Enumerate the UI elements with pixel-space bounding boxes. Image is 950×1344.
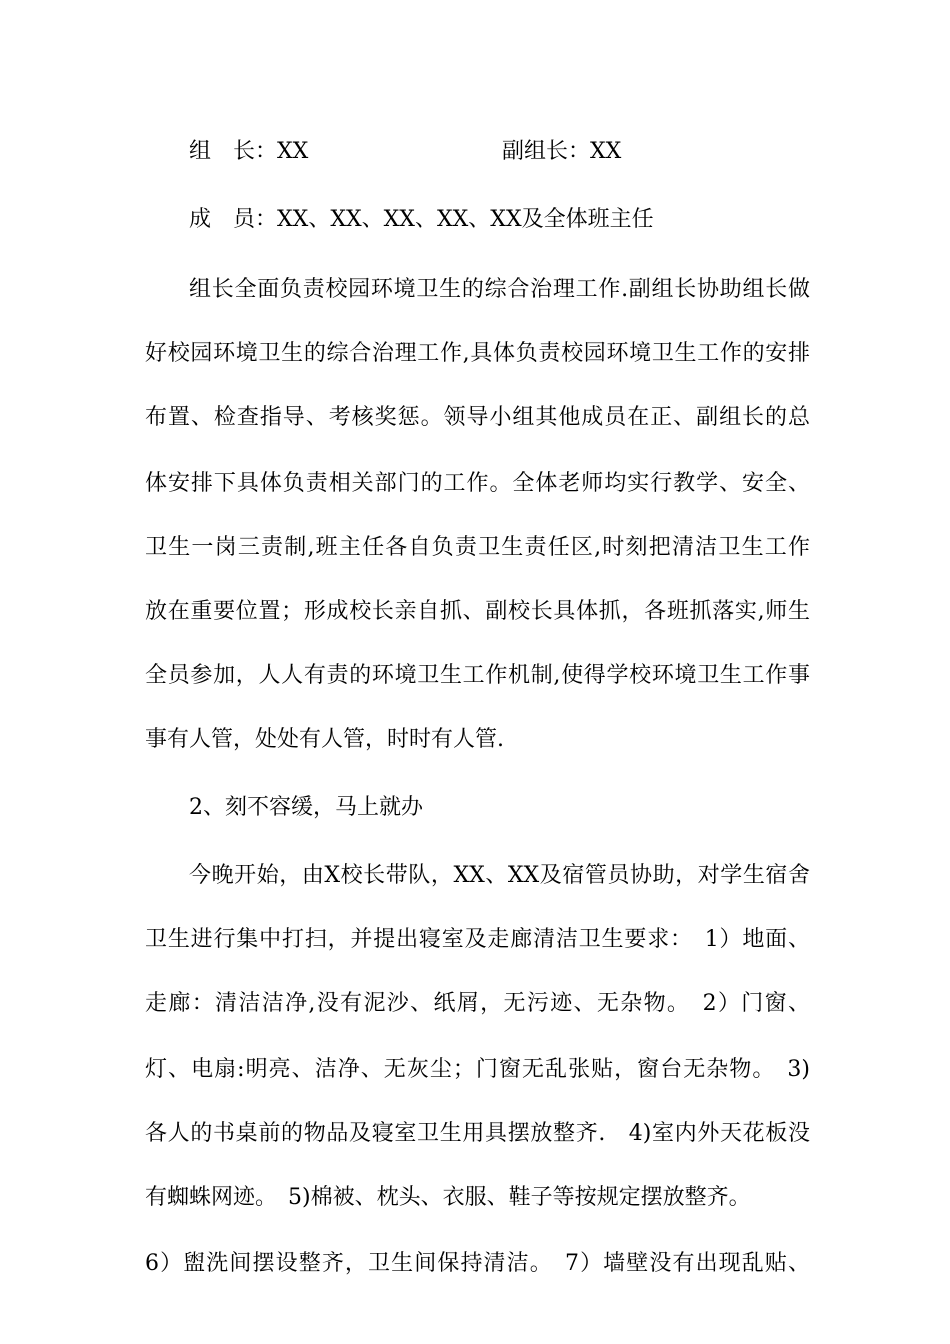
deputy-leader-value: XX — [590, 139, 622, 164]
leader-value: XX — [277, 139, 309, 164]
members-value: XX、XX、XX、XX、XX及全体班主任 — [277, 207, 654, 232]
paragraph-line: 体安排下具体负责相关部门的工作。全体老师均实行教学、安全、 — [145, 471, 810, 496]
deputy-leader-label: 副组长： — [502, 139, 591, 164]
paragraph-line: 灯、电扇:明亮、洁净、无灰尘；门窗无乱张贴，窗台无杂物。 3) — [145, 1057, 810, 1082]
paragraph-line: 全员参加，人人有责的环境卫生工作机制,使得学校环境卫生工作事 — [145, 663, 810, 688]
paragraph-line: 好校园环境卫生的综合治理工作,具体负责校园环境卫生工作的安排 — [145, 341, 810, 366]
paragraph-line: 事有人管，处处有人管，时时有人管. — [145, 727, 504, 752]
paragraph-line: 走廊：清洁洁净,没有泥沙、纸屑，无污迹、无杂物。 2）门窗、 — [145, 991, 810, 1016]
paragraph-line: 卫生进行集中打扫，并提出寝室及走廊清洁卫生要求： 1）地面、 — [145, 927, 810, 952]
section-heading: 2、刻不容缓，马上就办 — [189, 795, 423, 820]
leader-label: 组 长： — [189, 139, 278, 164]
paragraph-line: 布置、检查指导、考核奖惩。领导小组其他成员在正、副组长的总 — [145, 405, 810, 430]
paragraph-line: 有蜘蛛网迹。 5)棉被、枕头、衣服、鞋子等按规定摆放整齐。 — [145, 1185, 751, 1210]
paragraph-line: 组长全面负责校园环境卫生的综合治理工作.副组长协助组长做 — [189, 277, 810, 302]
paragraph-line: 今晚开始，由X校长带队，XX、XX及宿管员协助，对学生宿舍 — [189, 863, 810, 888]
paragraph-line: 各人的书桌前的物品及寝室卫生用具摆放整齐. 4)室内外天花板没 — [145, 1121, 810, 1146]
members-label: 成 员： — [189, 207, 278, 232]
paragraph-line: 卫生一岗三责制,班主任各自负责卫生责任区,时刻把清洁卫生工作 — [145, 535, 810, 560]
paragraph-line: 放在重要位置；形成校长亲自抓、副校长具体抓，各班抓落实,师生 — [145, 599, 810, 624]
paragraph-line: 6）盥洗间摆设整齐，卫生间保持清洁。 7）墙壁没有出现乱贴、 — [145, 1251, 810, 1276]
